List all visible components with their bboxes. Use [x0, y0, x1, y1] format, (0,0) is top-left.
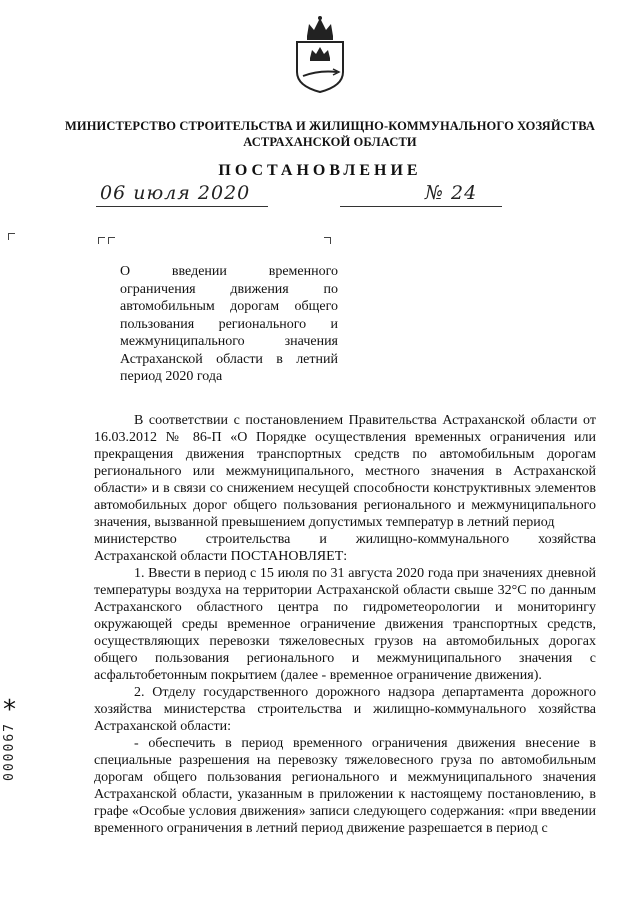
date-underline	[96, 206, 268, 207]
item-2-sub-paragraph: - обеспечить в период временного ограничения движения внесение в специальные разрешения на перевозку тяжеловесного груза по автомобильным дорогам общего пользования регионального и межмуниципального значения Астраханской области, указанным в приложении к настоящему постановлению, в графе «Особые условия движения» записи следующего содержания: «при введении временного ограничения в летний период движение разрешается в период с	[94, 736, 596, 836]
ministry-name-line1: МИНИСТЕРСТВО СТРОИТЕЛЬСТВА И ЖИЛИЩНО-КОММУНАЛЬНОГО ХОЗЯЙСТВА	[65, 119, 595, 133]
margin-star: *	[3, 695, 16, 725]
ministry-name	[60, 118, 600, 150]
corner-mark-left	[8, 233, 15, 240]
margin-serial-number: 000067	[2, 722, 17, 781]
corner-mark-subject-left	[98, 237, 105, 244]
item-2-paragraph: 2. Отделу государственного дорожного надзора департамента дорожного хозяйства министерства строительства и жилищно-коммунального хозяйства Астраханской области:	[94, 685, 596, 734]
decree-line-2: Астраханской области ПОСТАНОВЛЯЕТ:	[94, 549, 348, 564]
handwritten-number: № 24	[425, 182, 478, 204]
coat-of-arms-emblem	[289, 14, 351, 94]
decree-line-1: министерство строительства и жилищно-коммунального хозяйства	[94, 532, 596, 547]
document-body	[94, 412, 596, 837]
handwritten-date: 06 июля 2020	[100, 182, 251, 204]
preamble-paragraph: В соответствии с постановлением Правительства Астраханской области от 16.03.2012 № 86-П «О Порядке осуществления временных ограничения или прекращения движения транспортных средств по автомобильным дорогам регионального или межмуниципального, местного значения в Астраханской области» и в связи со снижением несущей способности конструктивных элементов автомобильных дорог общего пользования регионального и межмуниципального значения, вызванной превышением допустимых температур в летний период	[94, 413, 596, 530]
corner-mark-subject-left2	[108, 237, 115, 244]
number-underline	[340, 206, 502, 207]
ministry-name-line2: АСТРАХАНСКОЙ ОБЛАСТИ	[243, 135, 417, 149]
corner-mark-subject-right	[324, 237, 331, 244]
item-1-paragraph: 1. Ввести в период с 15 июля по 31 августа 2020 года при значениях дневной температуры воздуха на территории Астраханской области свыше 32°С по данным Астраханского областного центра по гидрометеорологии и мониторингу окружающей среды временное ограничение движения транспортных средств, осуществляющих перевозки тяжеловесных грузов на автомобильных дорогах общего пользования регионального и межмуниципального значения с асфальтобетонным покрытием (далее - временное ограничение движения).	[94, 566, 596, 683]
document-type-title: ПОСТАНОВЛЕНИЕ	[218, 162, 422, 179]
document-subject: О введении временного ограничения движения по автомобильным дорогам общего пользования регионального и межмуниципального значения Астраханской области в летний период 2020 года	[120, 264, 338, 384]
